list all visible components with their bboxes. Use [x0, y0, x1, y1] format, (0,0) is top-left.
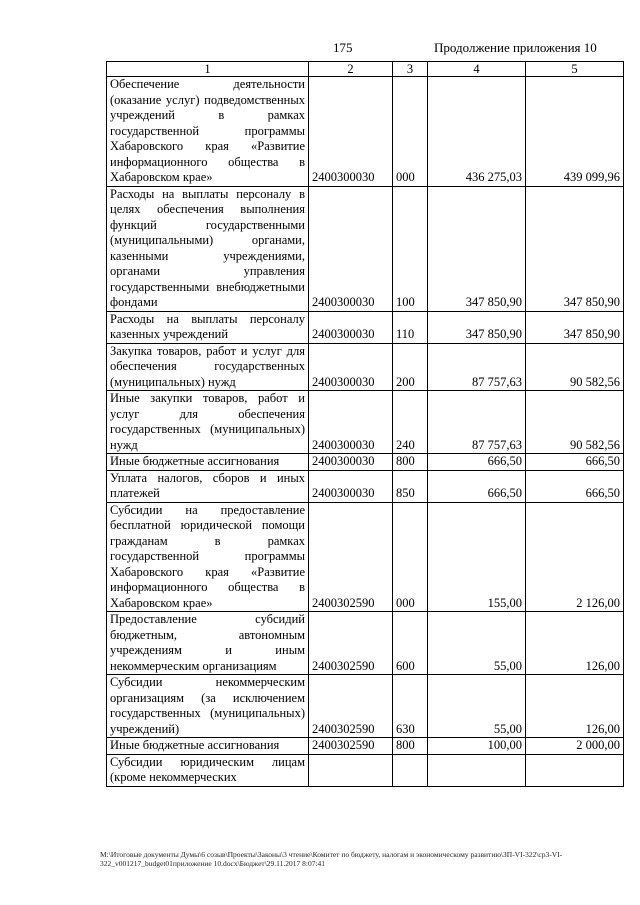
- row-name: Расходы на выплаты персоналу казенных учреждений: [107, 311, 309, 343]
- row-vr: 800: [393, 738, 428, 755]
- row-amount-2: 126,00: [526, 675, 624, 738]
- page-number: 175: [333, 40, 353, 55]
- table-row: [107, 454, 624, 471]
- row-name: Уплата налогов, сборов и иных платежей: [107, 470, 309, 502]
- row-code: 2400300030: [309, 470, 393, 502]
- col-header-4: 4: [428, 62, 526, 77]
- row-amount-1: 100,00: [428, 738, 526, 755]
- row-code: 2400302590: [309, 612, 393, 675]
- table-row: [107, 470, 624, 502]
- row-vr: 200: [393, 343, 428, 391]
- row-amount-1: 55,00: [428, 612, 526, 675]
- row-amount-2: 666,50: [526, 470, 624, 502]
- row-name: Иные бюджетные ассигнования: [107, 454, 309, 471]
- row-amount-1: 666,50: [428, 454, 526, 471]
- table-row: [107, 754, 624, 786]
- row-vr: 600: [393, 612, 428, 675]
- row-name: Субсидии некоммерческим организациям (за исключением государственных (муниципальных) учреждений): [107, 675, 309, 738]
- row-vr: 630: [393, 675, 428, 738]
- row-name: Субсидии на предоставление бесплатной юридической помощи гражданам в рамках государственной программы Хабаровского края «Развитие информационного общества в Хабаровском крае»: [107, 502, 309, 612]
- row-vr: 800: [393, 454, 428, 471]
- row-name: Предоставление субсидий бюджетным, автономным учреждениям и иным некоммерческим организациям: [107, 612, 309, 675]
- footer-file-path: M:\Итоговые документы Думы\6 созыв\Проекты\Законы\3 чтение\Комитет по бюджету, налогам и экономическому развитию\ЗП-VI-322\ср3-VI-322_v001217_budget01приложение 10.docx\Бюджет\29.11.2017 8:07:41: [100, 850, 563, 868]
- table-row: [107, 77, 624, 187]
- table-row: [107, 612, 624, 675]
- table-row: [107, 343, 624, 391]
- col-header-3: 3: [393, 62, 428, 77]
- col-header-2: 2: [309, 62, 393, 77]
- table-row: [107, 675, 624, 738]
- row-amount-1: 347 850,90: [428, 186, 526, 311]
- row-name: Расходы на выплаты персоналу в целях обеспечения выполнения функций государственными (муниципальными) органами, казенными учреждениями, органами управления государственными внебюджетными фондами: [107, 186, 309, 311]
- row-code: 2400300030: [309, 454, 393, 471]
- appendix-title: Продолжение приложения 10: [434, 40, 597, 55]
- col-header-1: 1: [107, 62, 309, 77]
- row-amount-2: [526, 754, 624, 786]
- table-row: [107, 186, 624, 311]
- row-amount-2: 439 099,96: [526, 77, 624, 187]
- col-header-5: 5: [526, 62, 624, 77]
- row-code: 2400302590: [309, 738, 393, 755]
- row-amount-2: 347 850,90: [526, 311, 624, 343]
- row-amount-2: 2 126,00: [526, 502, 624, 612]
- row-amount-1: 87 757,63: [428, 391, 526, 454]
- table-row: [107, 738, 624, 755]
- row-amount-1: 666,50: [428, 470, 526, 502]
- budget-table: [106, 61, 624, 787]
- row-amount-1: [428, 754, 526, 786]
- row-vr: 000: [393, 502, 428, 612]
- row-code: 2400300030: [309, 343, 393, 391]
- row-name: Иные закупки товаров, работ и услуг для обеспечения государственных (муниципальных) нужд: [107, 391, 309, 454]
- row-code: 2400300030: [309, 186, 393, 311]
- row-amount-1: 347 850,90: [428, 311, 526, 343]
- row-amount-1: 87 757,63: [428, 343, 526, 391]
- row-name: Закупка товаров, работ и услуг для обеспечения государственных (муниципальных) нужд: [107, 343, 309, 391]
- row-amount-2: 90 582,56: [526, 391, 624, 454]
- row-amount-2: 666,50: [526, 454, 624, 471]
- row-vr: 100: [393, 186, 428, 311]
- table-header-row: [107, 62, 624, 77]
- row-name: Иные бюджетные ассигнования: [107, 738, 309, 755]
- table-row: [107, 391, 624, 454]
- row-amount-2: 126,00: [526, 612, 624, 675]
- row-vr: 000: [393, 77, 428, 187]
- table-row: [107, 502, 624, 612]
- table-row: [107, 311, 624, 343]
- row-code: 2400300030: [309, 77, 393, 187]
- row-vr: [393, 754, 428, 786]
- row-name: Обеспечение деятельности (оказание услуг) подведомственных учреждений в рамках государственной программы Хабаровского края «Развитие информационного общества в Хабаровском крае»: [107, 77, 309, 187]
- row-amount-2: 347 850,90: [526, 186, 624, 311]
- row-code: 2400302590: [309, 502, 393, 612]
- row-vr: 850: [393, 470, 428, 502]
- row-amount-1: 155,00: [428, 502, 526, 612]
- row-code: 2400302590: [309, 675, 393, 738]
- row-code: 2400300030: [309, 311, 393, 343]
- row-vr: 240: [393, 391, 428, 454]
- row-code: 2400300030: [309, 391, 393, 454]
- row-amount-2: 2 000,00: [526, 738, 624, 755]
- row-amount-1: 436 275,03: [428, 77, 526, 187]
- row-code: [309, 754, 393, 786]
- row-vr: 110: [393, 311, 428, 343]
- row-amount-1: 55,00: [428, 675, 526, 738]
- row-name: Субсидии юридическим лицам (кроме некоммерческих: [107, 754, 309, 786]
- row-amount-2: 90 582,56: [526, 343, 624, 391]
